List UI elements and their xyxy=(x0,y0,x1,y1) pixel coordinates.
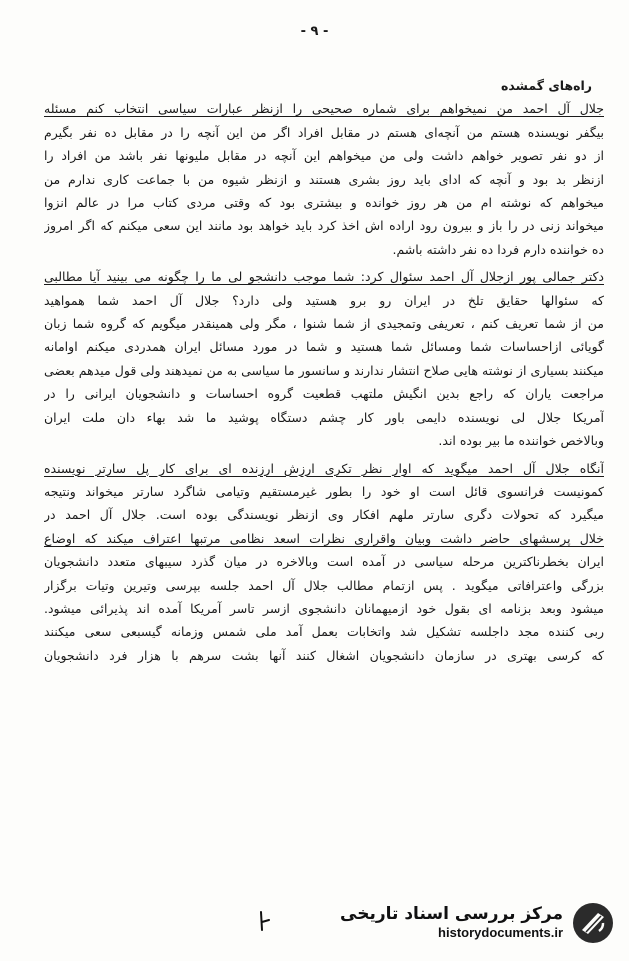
text-line: میخواند زنی در را باز و بیرون رود اراده اش اخذ کرد باید خواهد بود مانند این سعی میکنم که اگر امروز xyxy=(44,218,604,234)
text-line: بزرگی واعترافاتی میگوید . پس ازتمام مطالب جلال آل احمد جلسه بپرسی وتیرین وتیات برگزار xyxy=(44,577,604,593)
text-line: خلال پرسشهای حاضر داشت وبیان واقراری نظرات اسعد نظامی مرتبها اعتراف میکند که اوضاع xyxy=(44,530,604,546)
text-line: من از شما تعریف کنم ، تعریفی وتمجیدی از شما شنوا ، مگر ولی همینقدر میگویم که گروه شما زبان xyxy=(44,316,604,332)
watermark-url: historydocuments.ir xyxy=(438,925,563,940)
text-line: میشود وبعد بزنامه ای بقول خود ازمیهمانان دانشجوی ازسر تاسر آمریکا آمده اند پذیرائی میشود. xyxy=(44,600,604,616)
text-line: مراجعت یاران که راجع بدین انگیش ملتهب قطعیت گروه احساسات و دانشجویان ایرانی را در xyxy=(44,386,604,402)
text-line: آمریکا جلال لی نویسنده دایمی باور کار چشم دستگاه پوشید ما شد بهاء دان ملت ایران xyxy=(44,409,604,425)
document-body xyxy=(44,74,604,671)
text-line: ربی کننده مجد داجلسه تشکیل شد واتخابات بعمل آمد ملی شمس وزمانه گیسبعی سعی میکنند xyxy=(44,624,604,640)
paragraph-1 xyxy=(44,97,604,261)
text-line: گویائی ازاحساسات شما ومسائل شما هستید و شما در مورد مسائل ایران همدردی میکنم اوامانه xyxy=(44,339,604,355)
text-line: ازنظر بد بود و آنچه که ادای باید روز بشری هستند و ازنظر شیوه من با جماعت کاری ندارم من xyxy=(44,171,604,187)
text-line: آنگاه جلال آل احمد میگوید که اوار نظر تکری ارزش ارزنده ای برای کار پل سارتر نویسنده xyxy=(44,460,604,476)
text-line: میخواهم که نوشته ام من هر روز خوانده و بیشتری بود که وقتی مردی کتاب مرا در عالم انزوا xyxy=(44,195,604,211)
text-line: بیگفر نویسنده هستم من آنچه‌ای هستم در مقابل افراد اگر من این آنچه را در مقابل ده نفر بگیرم xyxy=(44,124,604,140)
text-line: کمونیست فرانسوی قائل است او خود را بطور غیرمستقیم وتیامی شاگرد سارتر میخواند ونتیجه xyxy=(44,483,604,499)
text-line: وبالاخص خواننده ما بیر بوده اند. xyxy=(438,433,604,449)
watermark xyxy=(340,899,615,947)
text-line: که کرسی بهتری در سازمان دانشجویان اشغال کنند آنها بشت سرهم با هزار فرد دانشجویان xyxy=(44,647,604,663)
text-line: که سئوالها حقایق تلخ در ایران رو برو هستید ولی دارد؟ جلال آل احمد شما همواهید xyxy=(44,292,604,308)
page-number: - ٩ - xyxy=(300,24,329,39)
text-line: دکتر جمالی پور ازجلال آل احمد سئوال کرد: شما موجب دانشجو لی ما را چگونه می بینید آیا مطالبی xyxy=(44,269,604,285)
paragraph-3 xyxy=(44,457,604,668)
text-line: ایران بخطرناکترین مرحله سیاسی در آمده است وبالاخره در میان گذرد سیبهای متعدد دانشجویان xyxy=(44,554,604,570)
document-center-logo-icon xyxy=(571,901,615,945)
watermark-title: مرکز بررسی اسناد تاریخی xyxy=(340,904,563,924)
text-line: از دو نفر تصویر خواهم داشت ولی من میخواهم این آنچه در مقابل ملیونها نفر باشد من افراد را xyxy=(44,148,604,164)
paragraph-2 xyxy=(44,265,604,452)
text-line: ده خواننده دارم فردا ده نفر داشته باشم. xyxy=(392,241,604,257)
text-line: میگیرد که تحولات دگری سارتر ملهم افکار وی ازنظر نویسندگی بوده است. جلال آل احمد در xyxy=(44,507,604,523)
handwritten-mark xyxy=(258,910,272,932)
text-line: میکنند بسیاری از نوشته هایی صلاح انتشار ندارند و سانسور ما سیاسی به من نمیدهند ولی قول میدهم بعضی xyxy=(44,362,604,378)
text-line: جلال آل احمد من نمیخواهم برای شماره صحیحی را ازنظر عبارات سیاسی انتخاب کنم مسئله xyxy=(44,101,604,117)
document-heading: راه‌های گمشده xyxy=(501,78,592,93)
